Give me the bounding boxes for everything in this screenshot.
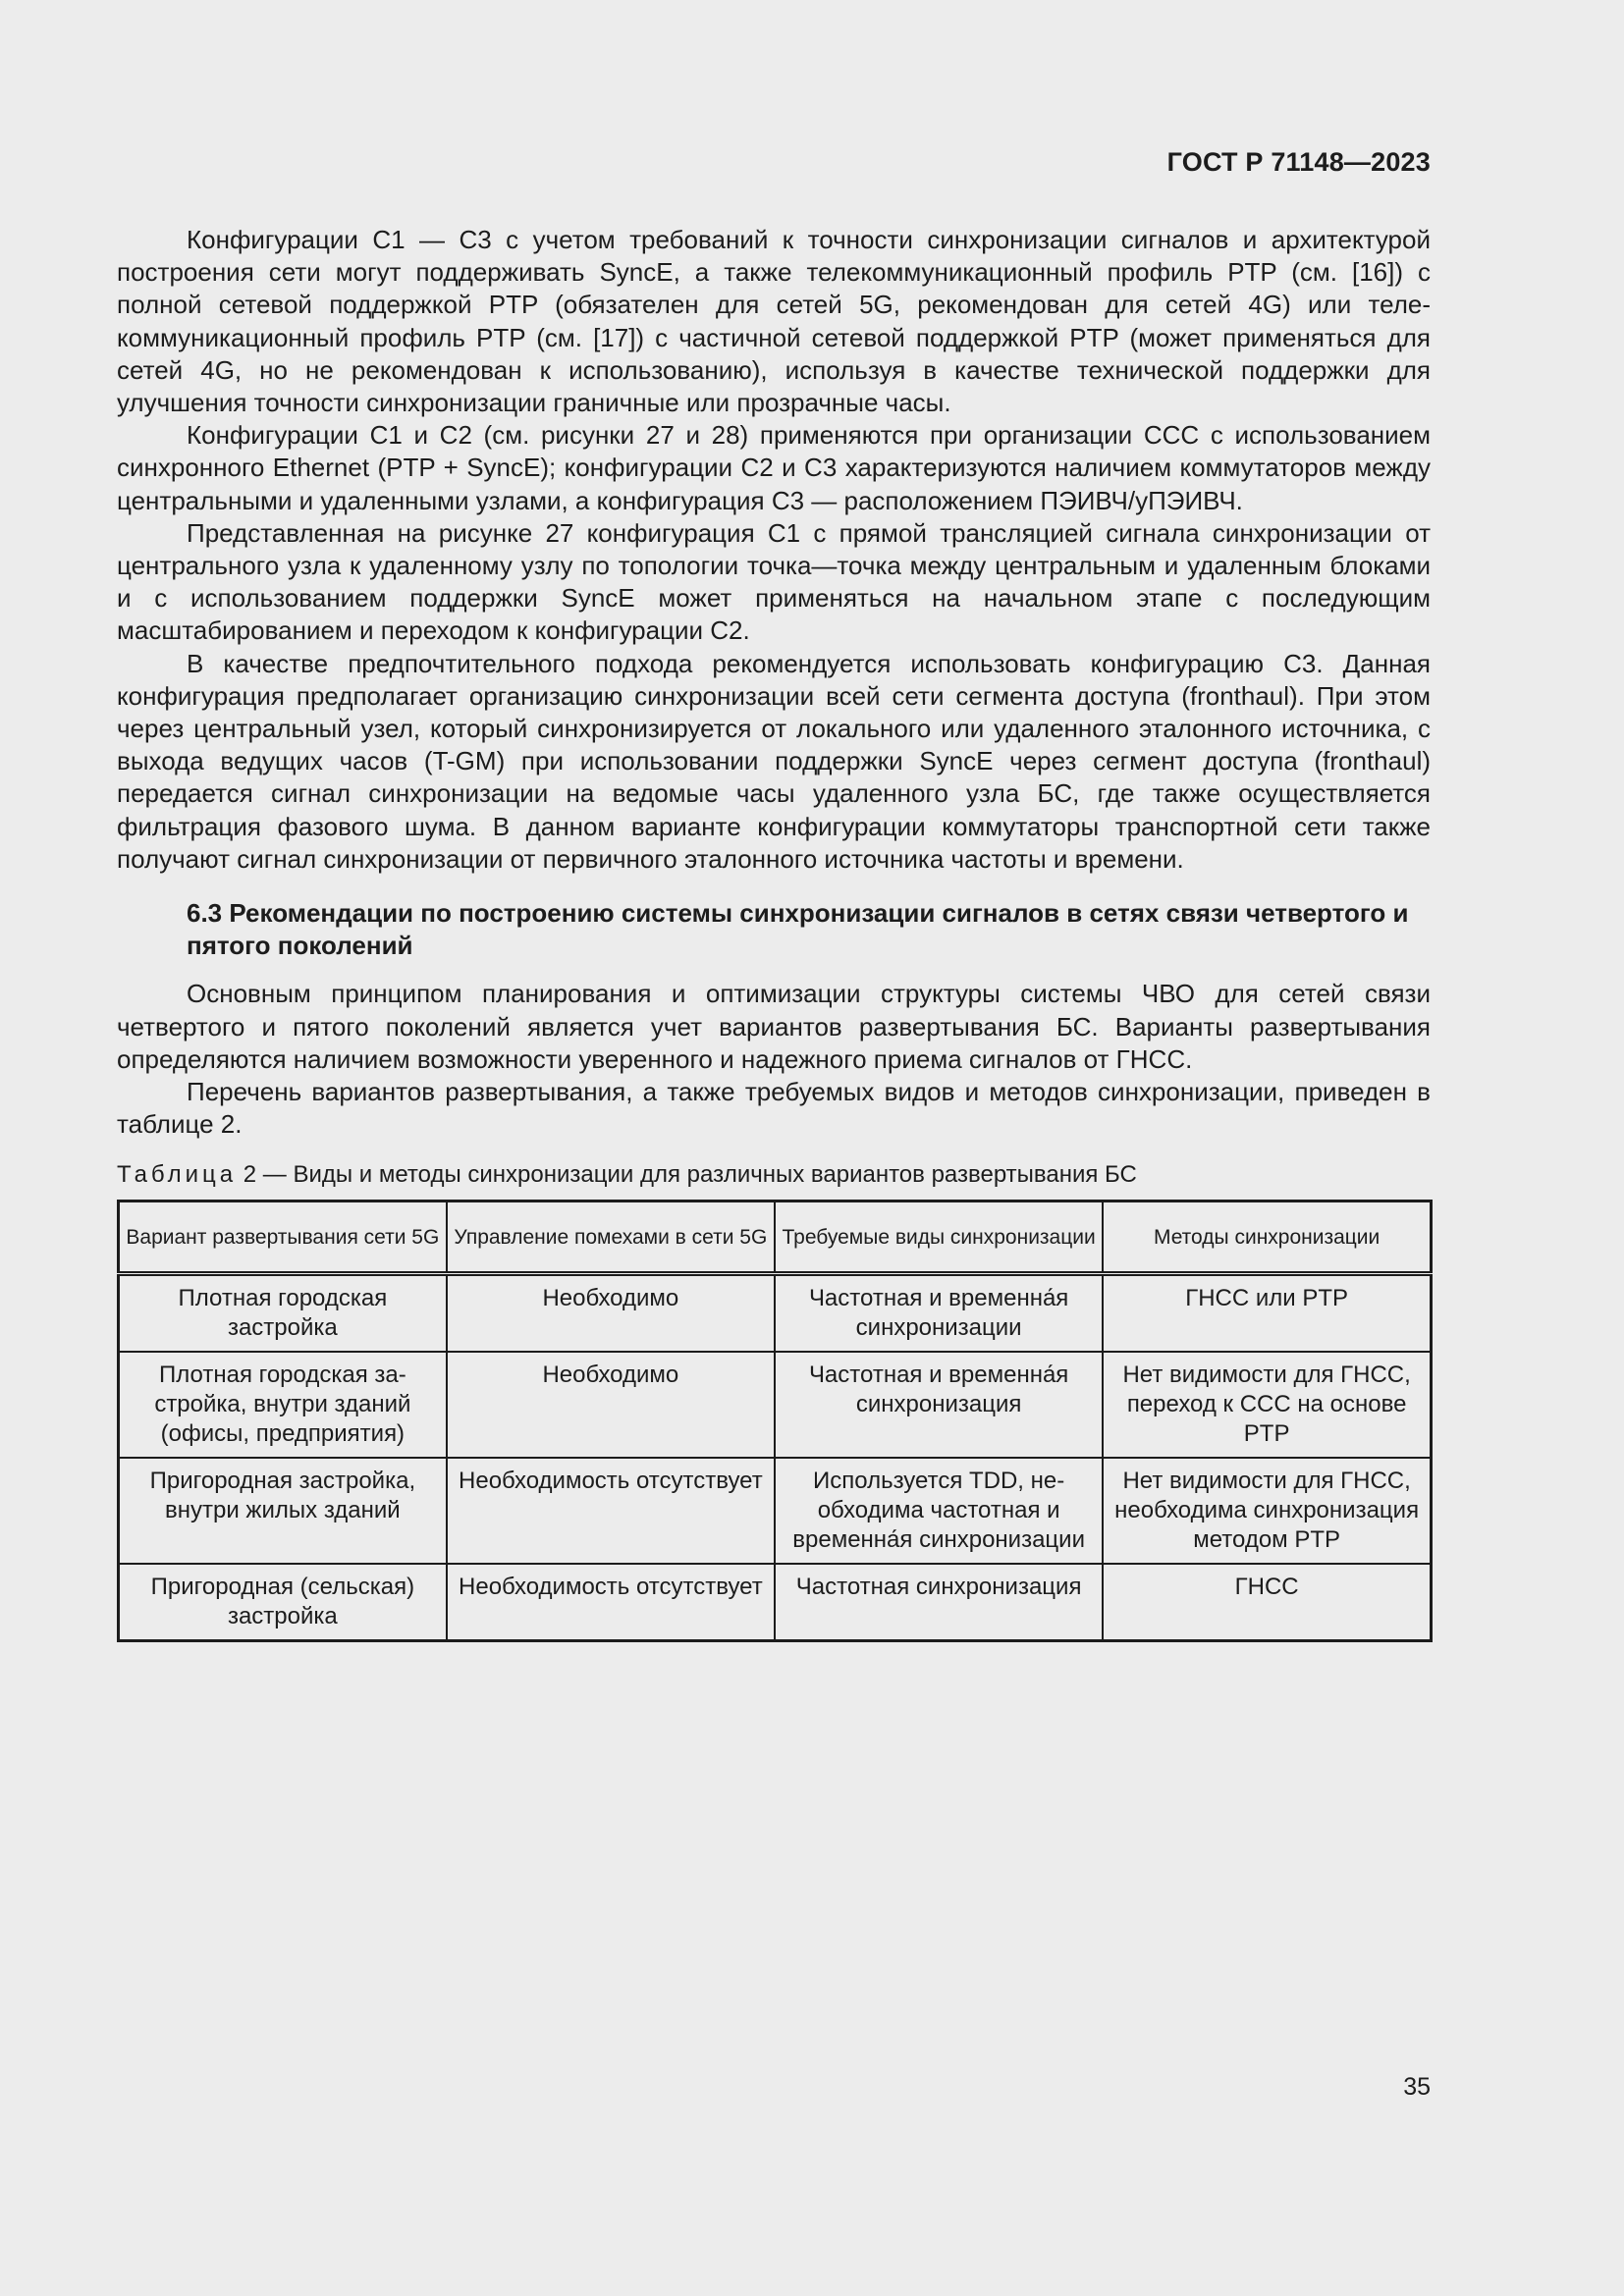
table-cell: Необходимо	[447, 1352, 775, 1458]
paragraph: В качестве предпочтительного подхода рекомендуется использовать конфигурацию С3. Данная конфигурация предполагает организацию синхронизации всей сети сегмента доступа (fronthaul). При этом через центральный узел, который синхронизируется от локального или удаленного эталонного источника, с выхода ведущих часов (T-GM) при использовании поддержки SyncE через сегмент доступа (fronthaul) передается сигнал синхронизации на ведомые часы удаленного узла БС, где также осуществляется фильтрация фазового шума. В данном варианте конфигурации коммутаторы транспортной сети также получают сигнал синхронизации от первичного эталонного источника частоты и времени.	[117, 648, 1431, 874]
synchronization-table	[117, 1200, 1433, 1642]
table-cell: Необходимо	[447, 1274, 775, 1353]
table-cell: ГНСС или PTP	[1103, 1274, 1431, 1353]
table-cell: Пригородная (сельская) застройка	[119, 1564, 447, 1641]
table-cell: Необходимость отсутствует	[447, 1564, 775, 1641]
table-cell: Частотная синхронизация	[775, 1564, 1103, 1641]
table-cell: Плотная городская застройка, внутри зданий (офисы, предприятия)	[119, 1352, 447, 1458]
table-caption	[117, 1160, 1431, 1190]
paragraph: Перечень вариантов развертывания, а также требуемых видов и методов синхронизации, приведен в таблице 2.	[117, 1077, 1431, 1140]
table-cell: Частотная и временна́я синхронизации	[775, 1274, 1103, 1353]
table-row	[119, 1274, 1432, 1353]
page-content	[117, 224, 1431, 1642]
table-caption-text: 2 — Виды и методы синхронизации для различных вариантов развертывания БС	[237, 1161, 1137, 1189]
table-header-cell: Методы синхронизации	[1103, 1201, 1431, 1274]
table-cell: ГНСС	[1103, 1564, 1431, 1641]
table-cell: Нет видимости для ГНСС, переход к ССС на основе PTP	[1103, 1352, 1431, 1458]
paragraph: Представленная на рисунке 27 конфигурация С1 с прямой трансляцией сигнала синхронизации от центрального узла к удаленному узлу по топологии точка—точка между центральным и удаленным блоками и с использованием поддержки SyncE может применяться на начальном этапе с последующим масштабированием и переходом к конфигурации С2.	[117, 517, 1431, 646]
table-row	[119, 1564, 1432, 1641]
table-caption-label: Таблица	[117, 1161, 238, 1189]
table-header-cell: Требуемые виды синхронизации	[775, 1201, 1103, 1274]
table-cell: Плотная городская застройка	[119, 1274, 447, 1353]
page-number: 35	[1403, 2073, 1431, 2101]
table-cell: Пригородная застройка, внутри жилых зданий	[119, 1458, 447, 1564]
document-standard-header: ГОСТ Р 71148—2023	[1166, 147, 1431, 177]
table-row	[119, 1458, 1432, 1564]
table-cell: Используется TDD, необходима частотная и временна́я синхронизации	[775, 1458, 1103, 1564]
table-cell: Необходимость отсутствует	[447, 1458, 775, 1564]
table-header-cell: Вариант развертывания сети 5G	[119, 1201, 447, 1274]
table-cell: Нет видимости для ГНСС, необходима синхронизация методом PTP	[1103, 1458, 1431, 1564]
table-row	[119, 1352, 1432, 1458]
table-header-row	[119, 1201, 1432, 1274]
paragraph: Конфигурации С1 — С3 с учетом требований к точности синхронизации сигналов и архитектурой построения сети могут поддерживать SyncE, а также телекоммуникационный профиль PTP (см. [16]) с полной сетевой поддержкой PTP (обязателен для сетей 5G, рекомендован для сетей 4G) или телекоммуникационный профиль PTP (см. [17]) с частичной сетевой поддержкой PTP (может применяться для сетей 4G, но не рекомендован к использованию), используя в качестве технической поддержки для улучшения точности синхронизации граничные или прозрачные часы.	[117, 225, 1431, 418]
paragraph: Основным принципом планирования и оптимизации структуры системы ЧВО для сетей связи четвертого и пятого поколений является учет вариантов развертывания БС. Варианты развертывания определяются наличием возможности уверенного и надежного приема сигналов от ГНСС.	[117, 979, 1431, 1074]
table-header-cell: Управление помехами в сети 5G	[447, 1201, 775, 1274]
paragraph: Конфигурации С1 и С2 (см. рисунки 27 и 28) применяются при организации ССС с использованием синхронного Ethernet (PTP + SyncE); конфигурации С2 и С3 характеризуются наличием коммутаторов между центральными и удаленными узлами, а конфигурация С3 — расположением ПЭИВЧ/уПЭИВЧ.	[117, 420, 1431, 515]
table-cell: Частотная и временна́я синхронизация	[775, 1352, 1103, 1458]
section-heading: 6.3 Рекомендации по построению системы синхронизации сигналов в сетях связи четвертого и пятого поколений	[187, 898, 1409, 961]
